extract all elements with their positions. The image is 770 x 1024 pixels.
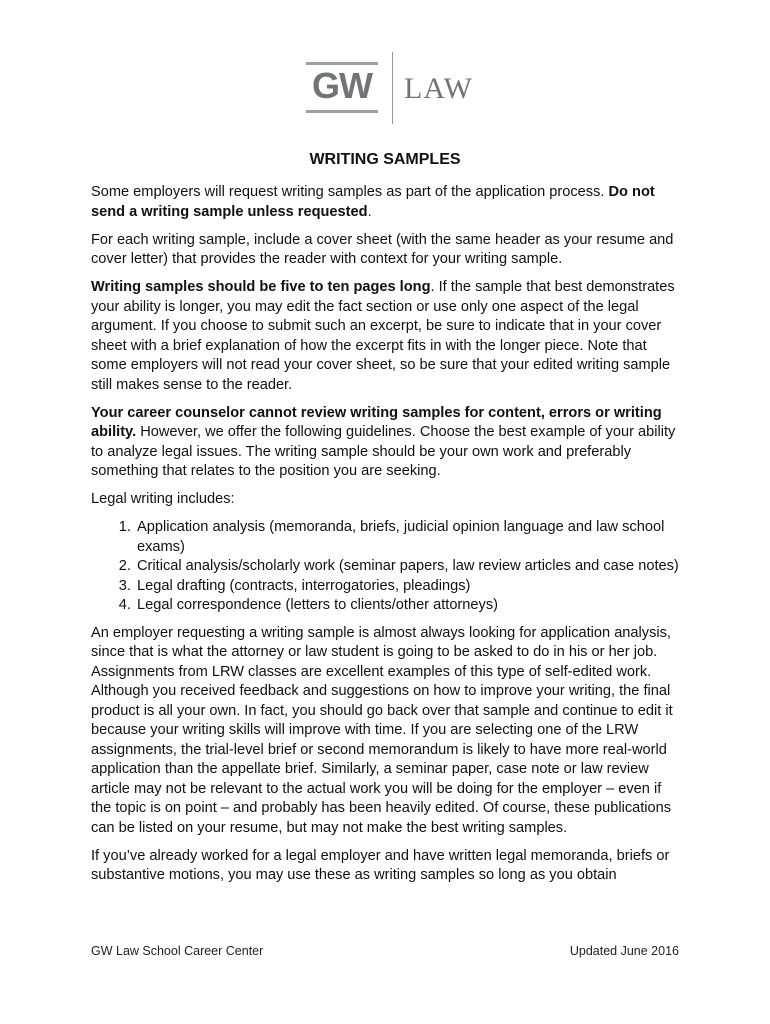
logo-bar-bottom: [306, 110, 378, 113]
list-item: 1. Application analysis (memoranda, briefs, judicial opinion language and law school exams): [135, 518, 685, 557]
paragraph-bold: Writing samples should be five to ten pages long: [91, 279, 431, 295]
document-body: [91, 183, 685, 894]
logo-law-text: LAW: [404, 72, 473, 105]
paragraph-length: [91, 278, 685, 395]
list-item: 3. Legal drafting (contracts, interrogatories, pleadings): [135, 577, 685, 597]
paragraph-bold: Do not send a writing sample unless requested: [91, 184, 655, 220]
gw-law-logo: [0, 48, 770, 128]
logo-gw-text: GW: [312, 65, 372, 106]
paragraph-legal-writing-intro: Legal writing includes:: [91, 491, 235, 507]
paragraph-end: .: [367, 203, 372, 220]
gw-logo-mark: [306, 62, 378, 112]
paragraph-text: However, we offer the following guidelines. Choose the best example of your ability to analyze legal issues. The writing sample should be your own work and preferably something that relates to the position you are seeking.: [91, 424, 676, 479]
legal-writing-list: [91, 518, 685, 616]
footer-updated-date: Updated June 2016: [569, 944, 679, 958]
list-item: 2. Critical analysis/scholarly work (seminar papers, law review articles and case notes): [135, 557, 685, 577]
paragraph-cover-sheet: For each writing sample, include a cover sheet (with the same header as your resume and cover letter) that provides the reader with context for your writing sample.: [91, 231, 674, 267]
logo-divider: [392, 52, 393, 124]
paragraph-text: . If the sample that best demonstrates your ability is longer, you may edit the fact section or use only one aspect of the legal argument. If you choose to submit such an excerpt, be sure to indicate that in your cover sheet with a brief explanation of how the excerpt fits in with the longer piece. Note that some employers will not read your cover sheet, so be sure that your edited writing sample still makes sense to the reader.: [91, 279, 675, 393]
footer-organization: GW Law School Career Center: [91, 944, 264, 958]
paragraph-text: Some employers will request writing samples as part of the application process.: [91, 184, 609, 200]
paragraph-counselor: [91, 404, 685, 482]
paragraph-application-analysis: An employer requesting a writing sample is almost always looking for application analysis, since that is what the attorney or law student is going to be asked to do in his or her job. Assignments from LRW classes are excellent examples of this type of self-edited work. Although you received feedback and suggestions on how to improve your writing, the final product is all your own. In fact, you should go back over that sample and continue to edit it because your writing skills will improve with time. If you are selecting one of the LRW assignments, the trial-level brief or second memorandum is likely to have more real-world application than the appellate brief. Similarly, a seminar paper, case note or law review article may not be relevant to the actual work you will be doing for the employer – even if the topic is on point – and probably has been heavily edited. Of course, these publications can be listed on your resume, but may not make the best writing samples.: [91, 624, 673, 836]
paragraph-bold: Your career counselor cannot review writing samples for content, errors or writing ability.: [91, 404, 662, 440]
paragraph-prior-employer: If you’ve already worked for a legal employer and have written legal memoranda, briefs or substantive motions, you may use these as writing samples so long as you obtain: [91, 847, 670, 883]
list-item: 4. Legal correspondence (letters to clients/other attorneys): [135, 596, 685, 616]
paragraph-employer-request: [91, 183, 685, 222]
page-title: WRITING SAMPLES: [309, 151, 461, 168]
